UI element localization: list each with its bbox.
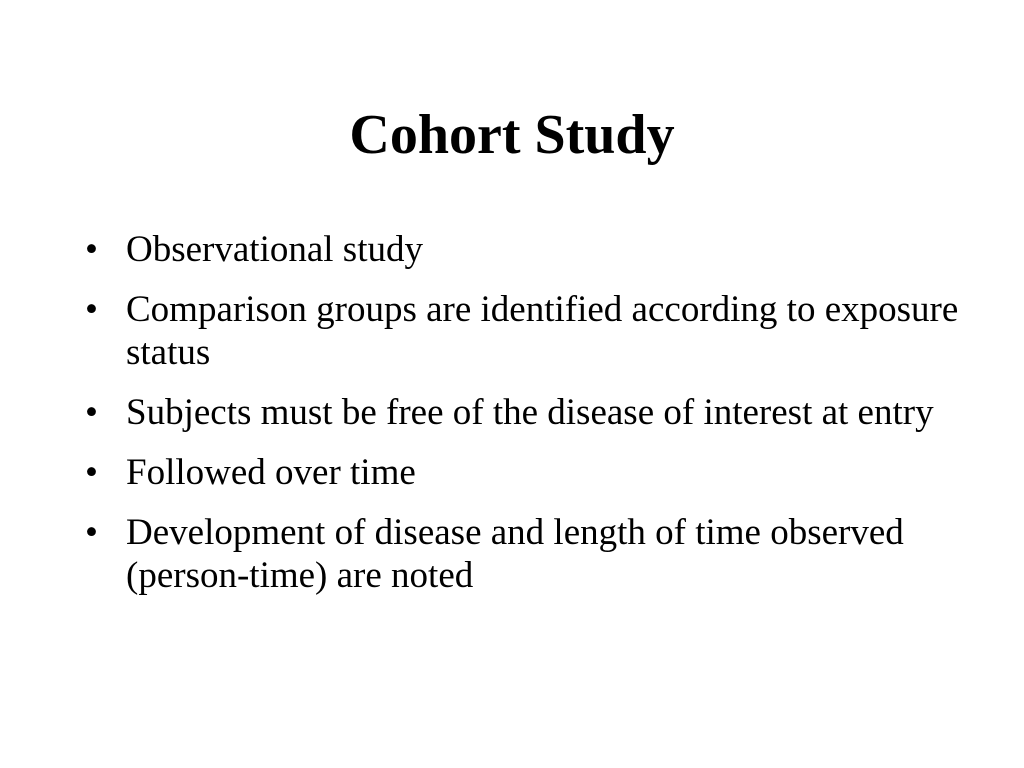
bullet-icon: • bbox=[85, 289, 98, 330]
bullet-item bbox=[85, 391, 965, 434]
bullet-icon: • bbox=[85, 392, 98, 433]
bullet-text: Observational study bbox=[126, 229, 423, 270]
bullet-icon: • bbox=[85, 512, 98, 553]
bullet-icon: • bbox=[85, 229, 98, 270]
bullet-icon: • bbox=[85, 452, 98, 493]
slide-title: Cohort Study bbox=[349, 104, 675, 166]
bullet-item bbox=[85, 451, 965, 494]
bullet-item bbox=[85, 511, 965, 597]
bullet-text: Comparison groups are identified according to exposure status bbox=[126, 289, 959, 373]
bullet-list bbox=[85, 228, 965, 614]
bullet-item bbox=[85, 228, 965, 271]
bullet-text: Development of disease and length of time observed (person-time) are noted bbox=[126, 512, 904, 596]
bullet-text: Subjects must be free of the disease of interest at entry bbox=[126, 392, 934, 433]
bullet-text: Followed over time bbox=[126, 452, 416, 493]
bullet-item bbox=[85, 288, 965, 374]
